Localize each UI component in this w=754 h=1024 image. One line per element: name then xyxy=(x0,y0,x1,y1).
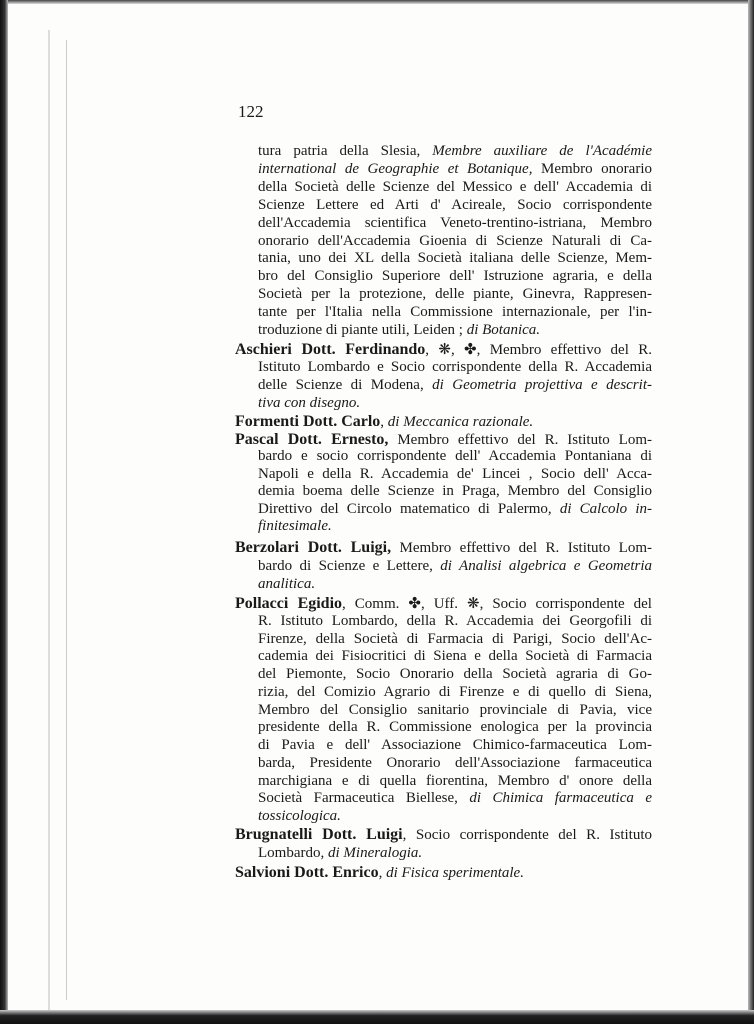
page-number: 122 xyxy=(238,102,264,121)
body-text: barda, Presidente Onorario dell'Associazione farmaceutica xyxy=(258,754,652,771)
body-text: , Socio corrispondente del R. Istituto xyxy=(402,827,652,843)
body-text: bardo e socio corrispondente dell' Accademia Pontaniana di xyxy=(258,448,652,465)
body-text: Membro del Consiglio sanitario provinciale di Pavia, vice xyxy=(258,701,652,718)
text-line xyxy=(235,413,652,430)
body-text: , xyxy=(378,865,387,881)
text-line xyxy=(235,826,652,843)
text-line xyxy=(258,322,652,339)
text-line xyxy=(258,250,652,267)
text-line xyxy=(258,648,652,665)
body-text: demia boema delle Scienze in Praga, Membro del Consiglio xyxy=(258,483,652,500)
scan-edge-right xyxy=(748,0,754,1024)
scan-edge-left xyxy=(0,0,8,1024)
person-name: Brugnatelli Dott. Luigi xyxy=(235,826,403,843)
scan-shadow-line xyxy=(66,40,67,1000)
italic-text: tiva con disegno. xyxy=(258,395,361,411)
body-text: rizia, del Comizio Agrario di Firenze e di quello di Siena, xyxy=(258,683,652,700)
italic-text: di Botanica. xyxy=(466,322,541,338)
text-line xyxy=(258,377,652,394)
text-line xyxy=(258,558,652,575)
text-line xyxy=(258,215,652,232)
italic-text: di Meccanica razionale. xyxy=(387,414,534,430)
text-line xyxy=(258,518,652,535)
body-text: Membro onorario xyxy=(532,160,652,177)
text-line xyxy=(258,576,652,593)
body-text: di Pavia e dell' Associazione Chimico-farmaceutica Lom- xyxy=(258,737,652,753)
text-line xyxy=(258,702,652,719)
text-line xyxy=(258,286,652,303)
scan-edge-bottom xyxy=(0,1010,754,1024)
text-line xyxy=(258,466,652,483)
body-text: onorario dell'Accademia Gioenia di Scienze Naturali di Ca- xyxy=(258,232,652,249)
text-line xyxy=(258,719,652,736)
text-line xyxy=(258,395,652,412)
body-text: cademia dei Fisiocritici di Siena e della Società di Farmacia xyxy=(258,648,652,665)
body-text: Istituto Lombardo e Socio corrispondente della R. Accademia xyxy=(258,359,652,375)
text-line xyxy=(258,737,652,754)
person-name: Pascal Dott. Ernesto, xyxy=(235,431,389,448)
person-name: Berzolari Dott. Luigi, xyxy=(235,539,392,556)
text-line xyxy=(258,684,652,701)
italic-text: di Mineralogia. xyxy=(327,845,423,861)
body-text: Napoli e della R. Accademia de' Lincei , Socio dell' Acca- xyxy=(258,465,652,482)
text-line xyxy=(258,808,652,825)
text-line xyxy=(258,179,652,196)
body-text: presidente della R. Commissione enologica per la provincia xyxy=(258,719,652,736)
body-text: Società Farmaceutica Biellese, xyxy=(258,790,470,807)
text-line xyxy=(258,143,652,160)
text-line xyxy=(258,501,652,518)
body-text: dell'Accademia scientifica Veneto-trentino-istriana, Membro xyxy=(258,214,652,231)
text-line xyxy=(235,864,652,881)
body-text: Società per la protezione, delle piante, Ginevra, Rappresen- xyxy=(258,286,652,303)
text-line xyxy=(258,483,652,500)
body-text: Membro effettivo del R. Istituto Lom- xyxy=(388,432,652,448)
italic-text: Membre auxiliare de l'Académie xyxy=(432,143,652,159)
italic-text: international de Geographie et Botanique, xyxy=(258,160,533,177)
body-text: , Comm. ✤, Uff. ❋, Socio corrispondente del xyxy=(342,596,652,612)
body-text: Scienze Lettere ed Arti d' Acireale, Socio corrispondente xyxy=(258,196,652,213)
body-text: della Società delle Scienze del Messico e dell' Accademia di xyxy=(258,178,652,195)
body-text: , ❋, ✤, Membro effettivo del R. xyxy=(425,342,652,358)
italic-text: di Fisica sperimentale. xyxy=(386,865,524,881)
italic-text: finitesimale. xyxy=(258,518,332,534)
body-text: bro del Consiglio Superiore dell' Istruzione agraria, e della xyxy=(258,268,652,285)
body-text: Firenze, della Società di Farmacia di Parigi, Socio dell'Ac- xyxy=(258,630,652,647)
italic-text: di Calcolo in- xyxy=(559,500,652,517)
person-name: Aschieri Dott. Ferdinando xyxy=(235,341,426,358)
text-line xyxy=(258,304,652,321)
text-line xyxy=(258,666,652,683)
body-text: troduzione di piante utili, Leiden ; xyxy=(258,322,467,338)
body-text: Direttivo del Circolo matematico di Palermo, xyxy=(258,500,560,517)
body-text: , xyxy=(380,414,388,430)
text-line xyxy=(235,341,652,358)
text-line xyxy=(258,755,652,772)
person-name: Pollacci Egidio xyxy=(235,595,343,612)
italic-text: tossicologica. xyxy=(258,808,341,824)
body-text: Membro effettivo del R. Istituto Lom- xyxy=(391,540,652,556)
text-line xyxy=(258,161,652,178)
text-line xyxy=(258,268,652,285)
text-line xyxy=(258,359,652,376)
text-line xyxy=(235,539,652,556)
scan-edge-top xyxy=(0,0,754,4)
text-line xyxy=(258,773,652,790)
body-text: del Piemonte, Socio Onorario della Società agraria di Go- xyxy=(258,666,652,682)
italic-text: di Analisi algebrica e Geometria xyxy=(440,557,652,574)
body-text: Lombardo, xyxy=(258,845,328,861)
body-text: R. Istituto Lombardo, della R. Accademia dei Georgofili di xyxy=(258,612,652,629)
scan-shadow-line xyxy=(48,30,50,1010)
text-line xyxy=(258,613,652,630)
italic-text: di Geometria projettiva e descrit- xyxy=(432,377,652,393)
text-line xyxy=(258,448,652,465)
person-name: Formenti Dott. Carlo xyxy=(235,413,381,430)
text-line xyxy=(258,631,652,648)
text-line xyxy=(258,845,652,862)
body-text: delle Scienze di Modena, xyxy=(258,377,433,393)
body-text: bardo di Scienze e Lettere, xyxy=(258,557,441,574)
person-name: Salvioni Dott. Enrico xyxy=(235,864,379,881)
italic-text: analitica. xyxy=(258,576,316,592)
body-text: tante per l'Italia nella Commissione internazionale, per l'in- xyxy=(258,304,652,321)
body-text: tura patria della Slesia, xyxy=(258,143,433,159)
text-line xyxy=(235,431,652,448)
text-line xyxy=(258,790,652,807)
text-line xyxy=(258,233,652,250)
body-text: tania, uno dei XL della Società italiana delle Scienze, Mem- xyxy=(258,250,652,267)
text-line xyxy=(235,595,652,612)
body-text: marchigiana e di quella fiorentina, Membro d' onore della xyxy=(258,772,652,789)
text-line xyxy=(258,197,652,214)
italic-text: di Chimica farmaceutica e xyxy=(469,790,652,807)
